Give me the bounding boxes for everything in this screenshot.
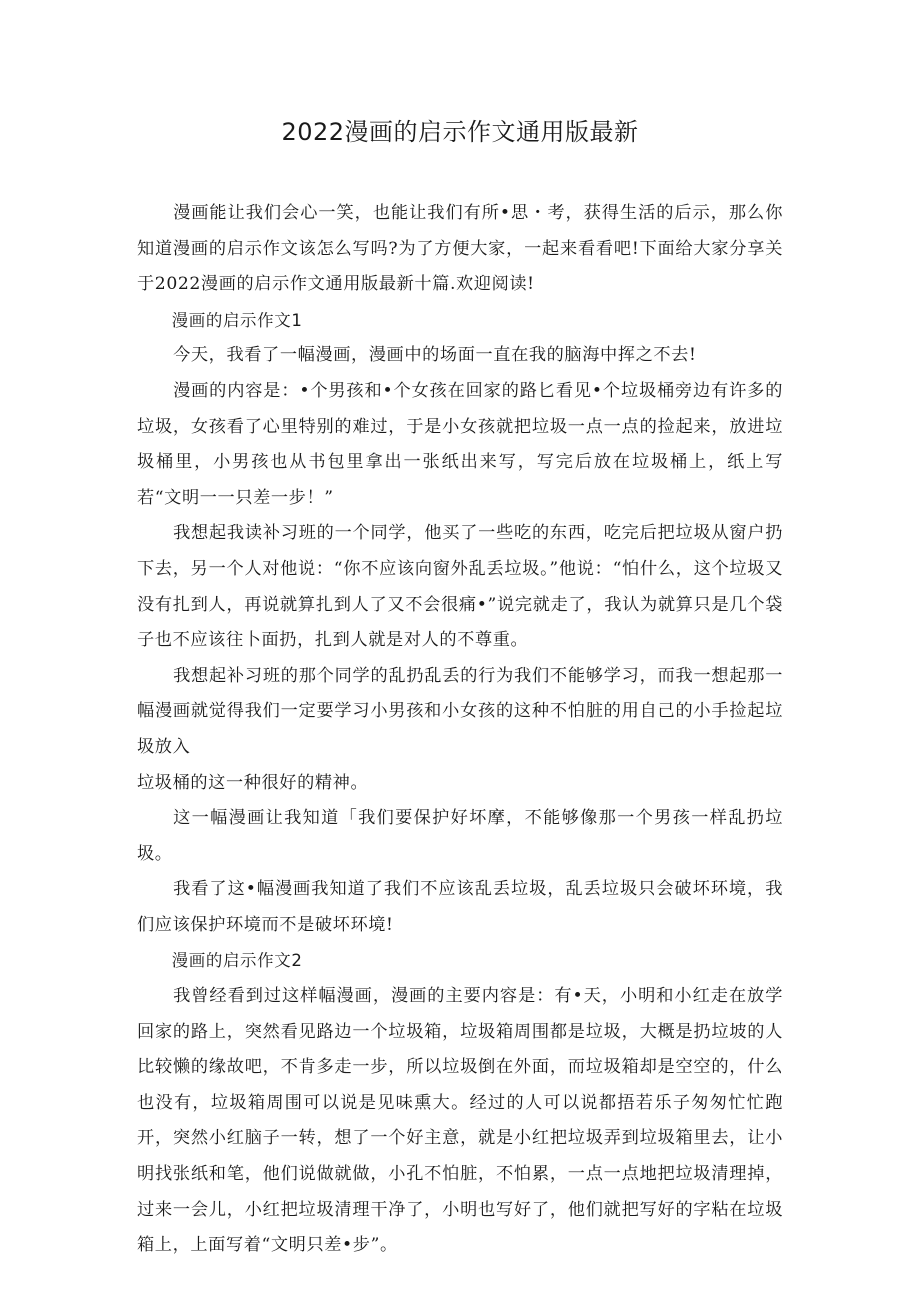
paragraph: 漫画的内容是：•个男孩和•个女孩在回家的路匕看见•个垃圾桶旁边有许多的垃圾，女孩看了心里特别的难过，于是小女孩就把垃圾一点一点的捡起来，放进垃圾桶里，小男孩也从书包里拿出一张纸出来写，写完后放在垃圾桶上，纸上写若“文明一一只差一步！” [137,380,783,508]
intro-paragraph: 漫画能让我们会心一笑，也能让我们有所•思・考，获得生活的后示，那么你知道漫画的启示作文该怎么写吗?为了方便大家，一起来看看吧!下面给大家分享关于2022漫画的启示作文通用版最新十篇.欢迎阅读! [137,203,783,295]
document-title: 2022漫画的启示作文通用版最新 [281,118,639,146]
paragraph: 这一幅漫画让我知道「我们要保护好坏摩，不能够像那一个男孩一样乱扔垃圾。 [137,808,783,864]
section-heading-2: 漫画的启示作文2 [171,951,303,971]
paragraph: 垃圾桶的这一种很好的精神。 [137,772,369,793]
paragraph: 我看了这•幅漫画我知道了我们不应该乱丢垃圾，乱丢垃圾只会破坏环境，我们应该保护环境而不是破坏环境! [137,879,783,935]
section-heading-1: 漫画的启示作文1 [171,310,303,330]
paragraph: 今天，我看了一幅漫画，漫画中的场面一直在我的脑海中挥之不去! [173,345,697,366]
paragraph: 我想起补习班的那个同学的乱扔乱丢的行为我们不能够学习，而我一想起那一幅漫画就觉得我们一定要学习小男孩和小女孩的这种不怕脏的用自己的小手捡起垃圾放入 [137,665,783,757]
paragraph: 我曾经看到过这样幅漫画，漫画的主要内容是：有•天，小明和小红走在放学回家的路上，突然看见路边一个垃圾箱，垃圾箱周围都是垃圾，大概是扔垃坡的人比较懒的缘故吧，不肯多走一步，所以垃圾倒在外面，而垃圾箱却是空空的，什么也没有，垃圾箱周围可以说是见味熏大。经过的人可以说都捂若乐子匆匆忙忙跑开，突然小红脑子一转，想了一个好主意，就是小红把垃圾弄到垃圾箱里去，让小明找张纸和笔，他们说做就做，小孔不怕脏，不怕累，一点一点地把垃圾清理掉，过来一会儿，小红把垃圾清理干净了，小明也写好了，他们就把写好的字粘在垃圾箱上，上面写着“文明只差•步”。 [137,986,783,1256]
document-body [137,196,783,1264]
paragraph: 我想起我读补习班的一个同学，他买了一些吃的东西，吃完后把垃圾从窗户扔下去，另一个人对他说：“你不应该向窗外乱丢垃圾。”他说：“怕什么，这个垃圾又没有扎到人，再说就算扎到人了又不会很痛•”说完就走了，我认为就算只是几个袋子也不应该往卜面扔，扎到人就是对人的不尊重。 [137,523,783,651]
